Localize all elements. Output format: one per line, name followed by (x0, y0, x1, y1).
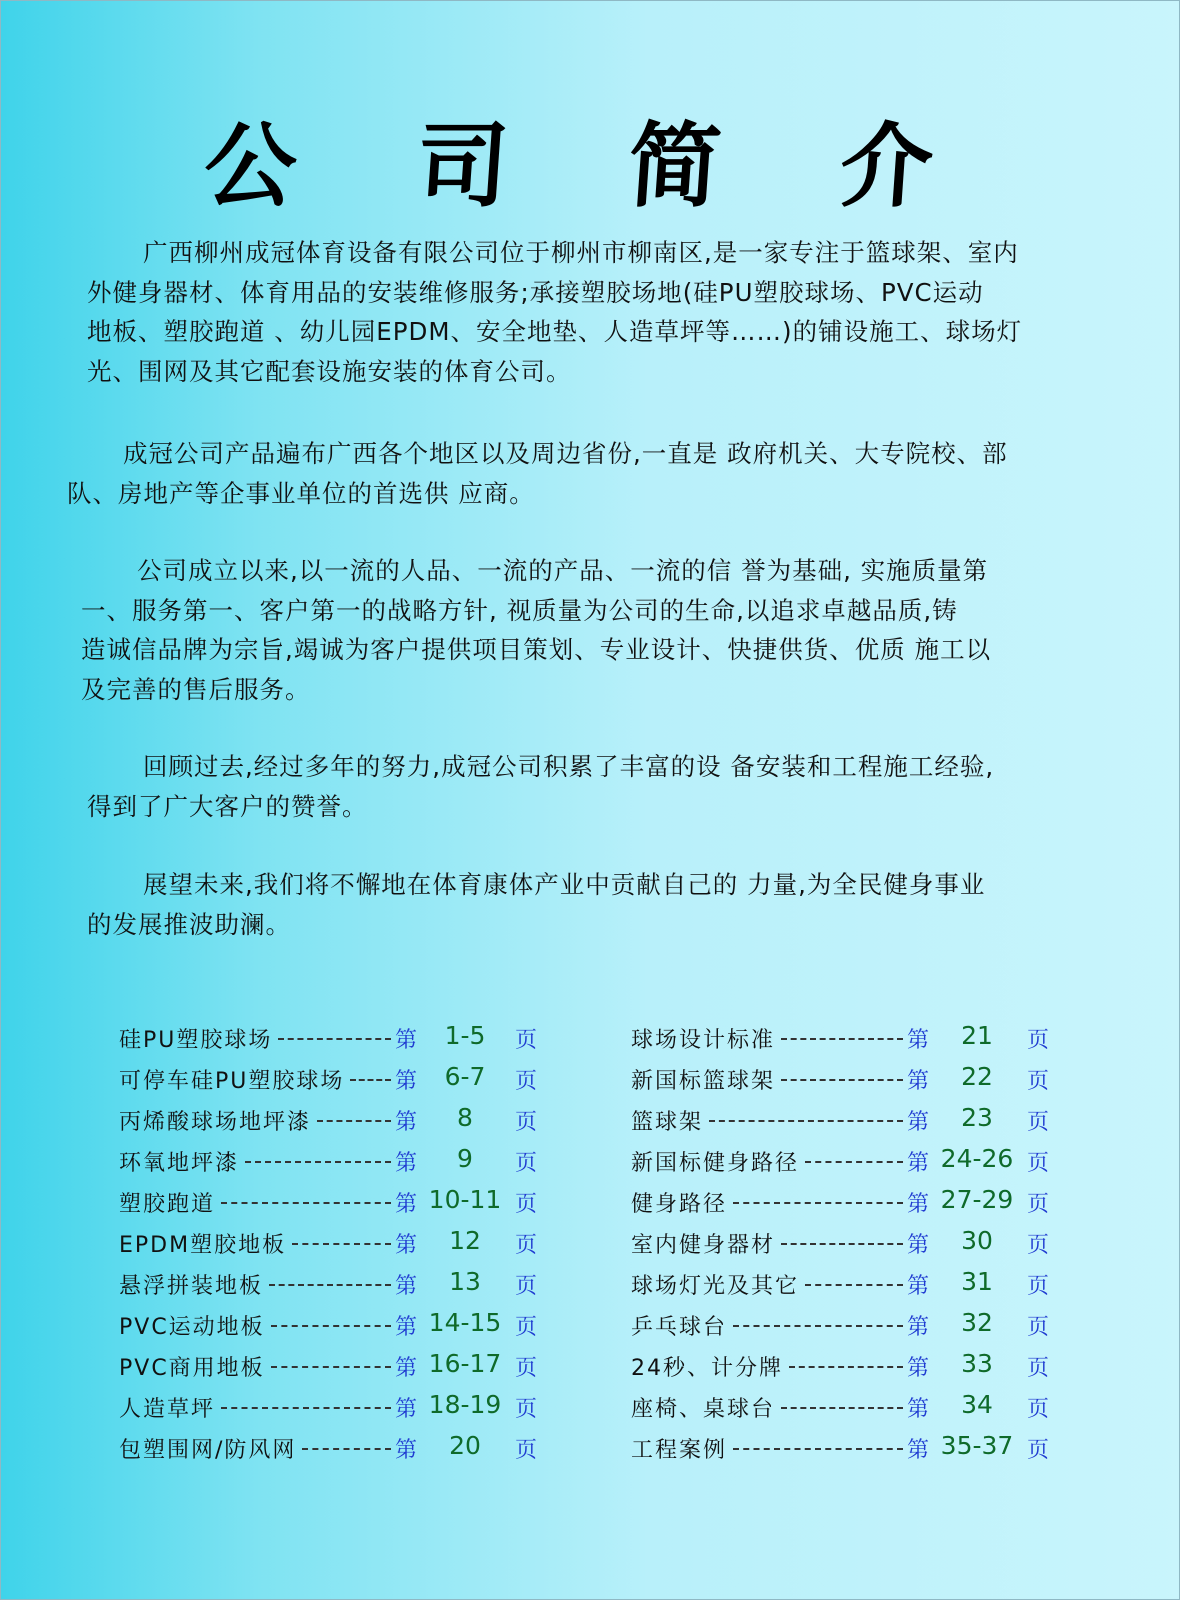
toc-di-prefix: 第 (907, 1397, 930, 1422)
toc-label: 包塑围网/防风网 (119, 1438, 297, 1463)
paragraph-line: 一、服务第一、客户第一的战略方针, 视质量为公司的生命,以追求卓越品质,铸 (81, 595, 958, 625)
toc-page-number: 6-7 (444, 1062, 486, 1091)
toc-page-number: 10-11 (428, 1185, 502, 1214)
toc-leader-dashes (805, 1284, 903, 1286)
toc-row[interactable] (119, 1064, 549, 1105)
toc-page-number: 1-5 (444, 1021, 486, 1050)
toc-label: 工程案例 (631, 1438, 728, 1463)
toc-leader-dashes (709, 1120, 903, 1122)
toc-page-number: 30 (961, 1226, 993, 1255)
toc-di-prefix: 第 (907, 1192, 930, 1217)
toc-page-number: 12 (449, 1226, 481, 1255)
toc-page-number: 24-26 (940, 1144, 1014, 1173)
toc-label: 新国标篮球架 (631, 1069, 776, 1094)
toc-ye-suffix: 页 (515, 1192, 538, 1217)
toc-leader-dashes (271, 1325, 391, 1327)
toc-leader-dashes (292, 1243, 391, 1245)
paragraph-line: 的发展推波助澜。 (87, 909, 291, 939)
toc-label: 硅PU塑胶球场 (119, 1028, 273, 1053)
toc-di-prefix: 第 (907, 1315, 930, 1340)
toc-ye-suffix: 页 (1027, 1110, 1050, 1135)
paragraph-line: 造诚信品牌为宗旨,竭诚为客户提供项目策划、专业设计、快捷供货、优质 施工以 (81, 635, 992, 664)
toc-ye-suffix: 页 (1027, 1397, 1050, 1422)
toc-page-number: 27-29 (940, 1185, 1014, 1214)
toc-leader-dashes (781, 1243, 903, 1245)
toc-leader-dashes (781, 1038, 903, 1040)
toc-ye-suffix: 页 (1027, 1356, 1050, 1381)
toc-di-prefix: 第 (395, 1069, 418, 1094)
toc-leader-dashes (269, 1284, 391, 1286)
toc-di-prefix: 第 (395, 1315, 418, 1340)
toc-di-prefix: 第 (907, 1110, 930, 1135)
toc-page-number: 16-17 (428, 1349, 502, 1378)
toc-ye-suffix: 页 (1027, 1069, 1050, 1094)
toc-label: 乒乓球台 (631, 1315, 728, 1340)
paragraph-line: 地板、塑胶跑道 、幼儿园EPDM、安全地垫、人造草坪等……)的铺设施工、球场灯 (87, 317, 1023, 346)
toc-di-prefix: 第 (395, 1028, 418, 1053)
toc-label: 丙烯酸球场地坪漆 (119, 1110, 312, 1135)
toc-row[interactable] (631, 1433, 1061, 1474)
intro-paragraph-4 (87, 747, 1097, 826)
toc-label: PVC商用地板 (119, 1356, 265, 1381)
toc-label: 球场灯光及其它 (631, 1274, 800, 1299)
toc-ye-suffix: 页 (515, 1315, 538, 1340)
toc-ye-suffix: 页 (515, 1151, 538, 1176)
toc-row[interactable] (119, 1310, 549, 1351)
toc-label: 环氧地坪漆 (119, 1151, 240, 1176)
paragraph-line: 及完善的售后服务。 (81, 674, 311, 704)
toc-di-prefix: 第 (395, 1233, 418, 1258)
toc-row[interactable] (631, 1146, 1061, 1187)
toc-leader-dashes (781, 1407, 903, 1409)
toc-ye-suffix: 页 (1027, 1233, 1050, 1258)
toc-row[interactable] (119, 1392, 549, 1433)
toc-page-number: 32 (961, 1308, 993, 1337)
toc-label: EPDM塑胶地板 (119, 1233, 287, 1258)
page-title: 公 司 简 介 (200, 112, 981, 220)
toc-leader-dashes (221, 1202, 391, 1204)
toc-page-number: 8 (457, 1103, 473, 1132)
toc-leader-dashes (805, 1161, 903, 1163)
toc-ye-suffix: 页 (515, 1069, 538, 1094)
toc-ye-suffix: 页 (515, 1356, 538, 1381)
toc-row[interactable] (631, 1228, 1061, 1269)
paragraph-line: 广西柳州成冠体育设备有限公司位于柳州市柳南区,是一家专注于篮球架、室内 (143, 238, 1019, 267)
toc-di-prefix: 第 (395, 1356, 418, 1381)
toc-page-number: 33 (961, 1349, 993, 1378)
toc-label: PVC运动地板 (119, 1315, 265, 1340)
toc-di-prefix: 第 (907, 1438, 930, 1463)
toc-label: 室内健身器材 (631, 1233, 776, 1258)
paragraph-line: 得到了广大客户的赞誉。 (87, 791, 368, 821)
toc-di-prefix: 第 (395, 1438, 418, 1463)
toc-ye-suffix: 页 (515, 1438, 538, 1463)
paragraph-line: 展望未来,我们将不懈地在体育康体产业中贡献自己的 力量,为全民健身事业 (143, 870, 986, 899)
toc-leader-dashes (789, 1366, 903, 1368)
toc-row[interactable] (119, 1023, 549, 1064)
intro-paragraph-3 (81, 551, 1091, 709)
toc-ye-suffix: 页 (515, 1397, 538, 1422)
toc-page-number: 23 (961, 1103, 993, 1132)
toc-page-number: 22 (961, 1062, 993, 1091)
paragraph-line: 光、围网及其它配套设施安装的体育公司。 (87, 356, 572, 386)
toc-di-prefix: 第 (395, 1397, 418, 1422)
toc-row[interactable] (119, 1228, 549, 1269)
toc-label: 悬浮拼装地板 (119, 1274, 264, 1299)
toc-row[interactable] (119, 1187, 549, 1228)
toc-di-prefix: 第 (395, 1110, 418, 1135)
toc-leader-dashes (733, 1448, 903, 1450)
toc-row[interactable] (631, 1310, 1061, 1351)
table-of-contents (119, 1023, 1079, 1483)
toc-right-column (631, 1023, 1061, 1474)
toc-di-prefix: 第 (395, 1192, 418, 1217)
toc-page-number: 35-37 (940, 1431, 1014, 1460)
toc-di-prefix: 第 (907, 1069, 930, 1094)
toc-label: 球场设计标准 (631, 1028, 776, 1053)
toc-leader-dashes (781, 1079, 903, 1081)
toc-leader-dashes (245, 1161, 391, 1163)
toc-di-prefix: 第 (395, 1151, 418, 1176)
toc-row[interactable] (631, 1187, 1061, 1228)
toc-row[interactable] (119, 1351, 549, 1392)
toc-ye-suffix: 页 (1027, 1151, 1050, 1176)
toc-leader-dashes (221, 1407, 391, 1409)
toc-label: 人造草坪 (119, 1397, 216, 1422)
toc-ye-suffix: 页 (1027, 1438, 1050, 1463)
toc-label: 座椅、桌球台 (631, 1397, 776, 1422)
toc-row[interactable] (119, 1433, 549, 1474)
toc-leader-dashes (350, 1079, 391, 1081)
toc-page-number: 21 (961, 1021, 993, 1050)
toc-page-number: 9 (457, 1144, 473, 1173)
toc-row[interactable] (631, 1269, 1061, 1310)
toc-ye-suffix: 页 (515, 1028, 538, 1053)
toc-row[interactable] (631, 1105, 1061, 1146)
toc-leader-dashes (302, 1448, 391, 1450)
toc-leader-dashes (317, 1120, 391, 1122)
paragraph-line: 队、房地产等企事业单位的首选供 应商。 (67, 478, 535, 508)
paragraph-line: 公司成立以来,以一流的人品、一流的产品、一流的信 誉为基础, 实施质量第 (137, 556, 989, 585)
toc-page-number: 34 (961, 1390, 993, 1419)
toc-di-prefix: 第 (907, 1233, 930, 1258)
toc-page-number: 13 (449, 1267, 481, 1296)
toc-di-prefix: 第 (907, 1028, 930, 1053)
toc-row[interactable] (631, 1351, 1061, 1392)
toc-page-number: 31 (961, 1267, 993, 1296)
toc-ye-suffix: 页 (515, 1110, 538, 1135)
toc-di-prefix: 第 (907, 1356, 930, 1381)
toc-label: 篮球架 (631, 1110, 704, 1135)
toc-ye-suffix: 页 (1027, 1192, 1050, 1217)
toc-label: 24秒、计分牌 (631, 1356, 783, 1381)
intro-paragraph-2 (67, 434, 1087, 513)
toc-label: 健身路径 (631, 1192, 728, 1217)
toc-row[interactable] (631, 1392, 1061, 1433)
toc-label: 塑胶跑道 (119, 1192, 216, 1217)
intro-paragraph-1 (87, 233, 1087, 391)
toc-row[interactable] (119, 1269, 549, 1310)
toc-leader-dashes (278, 1038, 391, 1040)
paragraph-line: 外健身器材、体育用品的安装维修服务;承接塑胶场地(硅PU塑胶球场、PVC运动 (87, 277, 984, 307)
paragraph-line: 回顾过去,经过多年的努力,成冠公司积累了丰富的设 备安装和工程施工经验, (143, 752, 995, 781)
toc-ye-suffix: 页 (515, 1233, 538, 1258)
toc-ye-suffix: 页 (1027, 1028, 1050, 1053)
toc-row[interactable] (119, 1105, 549, 1146)
toc-row[interactable] (631, 1023, 1061, 1064)
toc-leader-dashes (271, 1366, 391, 1368)
toc-ye-suffix: 页 (1027, 1315, 1050, 1340)
toc-label: 可停车硅PU塑胶球场 (119, 1069, 345, 1094)
intro-paragraph-5 (87, 865, 1087, 944)
paragraph-line: 成冠公司产品遍布广西各个地区以及周边省份,一直是 政府机关、大专院校、部 (123, 439, 1008, 468)
toc-left-column (119, 1023, 549, 1474)
toc-di-prefix: 第 (395, 1274, 418, 1299)
toc-di-prefix: 第 (907, 1274, 930, 1299)
toc-ye-suffix: 页 (515, 1274, 538, 1299)
toc-page-number: 14-15 (428, 1308, 502, 1337)
toc-di-prefix: 第 (907, 1151, 930, 1176)
toc-page-number: 20 (449, 1431, 481, 1460)
toc-page-number: 18-19 (428, 1390, 502, 1419)
toc-leader-dashes (733, 1202, 903, 1204)
toc-label: 新国标健身路径 (631, 1151, 800, 1176)
toc-ye-suffix: 页 (1027, 1274, 1050, 1299)
toc-row[interactable] (631, 1064, 1061, 1105)
toc-leader-dashes (733, 1325, 903, 1327)
toc-row[interactable] (119, 1146, 549, 1187)
